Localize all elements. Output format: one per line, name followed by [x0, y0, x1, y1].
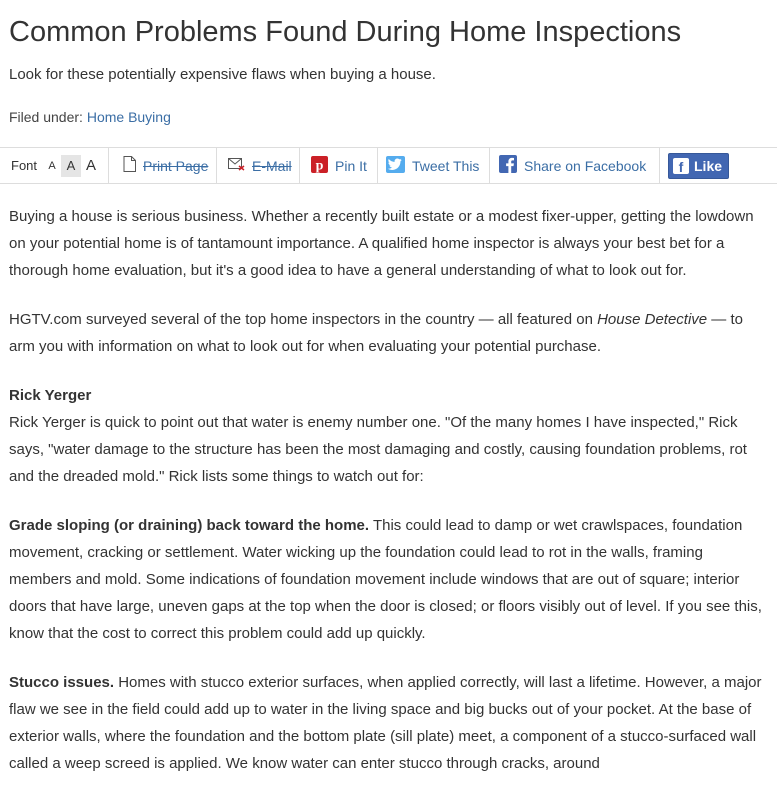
font-label: Font — [11, 158, 38, 173]
print-page-label: Print Page — [143, 157, 209, 174]
like-label: Like — [694, 158, 723, 174]
show-title: House Detective — [597, 311, 708, 328]
facebook-like-button[interactable] — [668, 153, 729, 179]
inspector-section — [9, 382, 769, 490]
print-page-button[interactable] — [123, 148, 208, 183]
email-icon — [228, 157, 245, 174]
svg-text:p: p — [315, 158, 324, 173]
facebook-icon — [499, 155, 517, 176]
facebook-logo-icon: f — [673, 158, 689, 174]
share-facebook-button[interactable] — [499, 148, 646, 183]
toolbar-divider — [108, 148, 109, 183]
survey-paragraph — [9, 306, 769, 360]
stucco-text: Homes with stucco exterior surfaces, when applied correctly, will last a lifetime. However, a major flaw we see in the field could add up to water in the living space and big bucks out of your pocket. At the base of exterior walls, where the foundation and the bottom plate (sill plate) meet, a component of a stucco-surfaced wall called a weep screed is applied. We know water can enter stucco through cracks, around — [9, 674, 762, 772]
tweet-button[interactable] — [386, 148, 479, 183]
toolbar-divider — [489, 148, 490, 183]
twitter-icon — [386, 156, 405, 176]
article-subtitle: Look for these potentially expensive flaws when buying a house. — [9, 66, 436, 83]
share-facebook-label: Share on Facebook — [524, 157, 647, 174]
pin-it-label: Pin It — [335, 157, 367, 174]
survey-text-end: — to arm you with information on what to look out for when evaluating your potential purchase. — [9, 311, 743, 355]
font-medium-button[interactable]: A — [61, 155, 81, 177]
print-page-icon — [123, 156, 136, 175]
email-label: E-Mail — [252, 157, 292, 174]
article-body — [9, 203, 769, 786]
survey-text-start: HGTV.com surveyed several of the top home inspectors in the country — all featured on — [9, 311, 598, 328]
font-large-button[interactable]: A — [86, 157, 97, 174]
tweet-label: Tweet This — [412, 157, 480, 174]
pin-it-button[interactable] — [311, 148, 367, 183]
filed-under-label: Filed under: — [9, 109, 87, 125]
grade-sloping-paragraph — [9, 512, 769, 647]
stucco-heading: Stucco issues. — [9, 674, 115, 691]
toolbar-divider — [659, 148, 660, 183]
email-button[interactable] — [228, 148, 292, 183]
share-toolbar — [0, 147, 777, 184]
toolbar-divider — [299, 148, 300, 183]
stucco-paragraph — [9, 669, 769, 777]
font-size-control — [11, 148, 99, 183]
toolbar-divider — [377, 148, 378, 183]
category-link[interactable]: Home Buying — [86, 109, 171, 125]
grade-sloping-text: This could lead to damp or wet crawlspaces, foundation movement, cracking or settlement. Water wicking up the foundation could lead to rot in the walls, framing members and mold. Some indications of foundation movement include windows that are out of square; interior doors that have large, uneven gaps at the top when the door is closed; or floors visibly out of level. If you see this, know that the cost to correct this problem could add up quickly. — [9, 517, 762, 642]
filed-under — [9, 107, 171, 127]
toolbar-divider — [216, 148, 217, 183]
pinterest-icon — [311, 156, 328, 176]
grade-sloping-heading: Grade sloping (or draining) back toward the home. — [9, 517, 370, 534]
page-title: Common Problems Found During Home Inspections — [9, 16, 682, 48]
font-small-button[interactable]: A — [48, 159, 56, 172]
section-heading: Rick Yerger — [9, 387, 92, 404]
intro-paragraph: Buying a house is serious business. Whether a recently built estate or a modest fixer-upper, getting the lowdown on your potential home is of tantamount importance. A qualified home inspector is always your best bet for a thorough home evaluation, but it's a good idea to have a general understanding of what to look out for. — [9, 208, 754, 279]
inspector-paragraph: Rick Yerger is quick to point out that water is enemy number one. "Of the many homes I have inspected," Rick says, "water damage to the structure has been the most damaging and costly, causing foundation problems, rot and the dreaded mold." Rick lists some things to watch out for: — [9, 414, 747, 485]
